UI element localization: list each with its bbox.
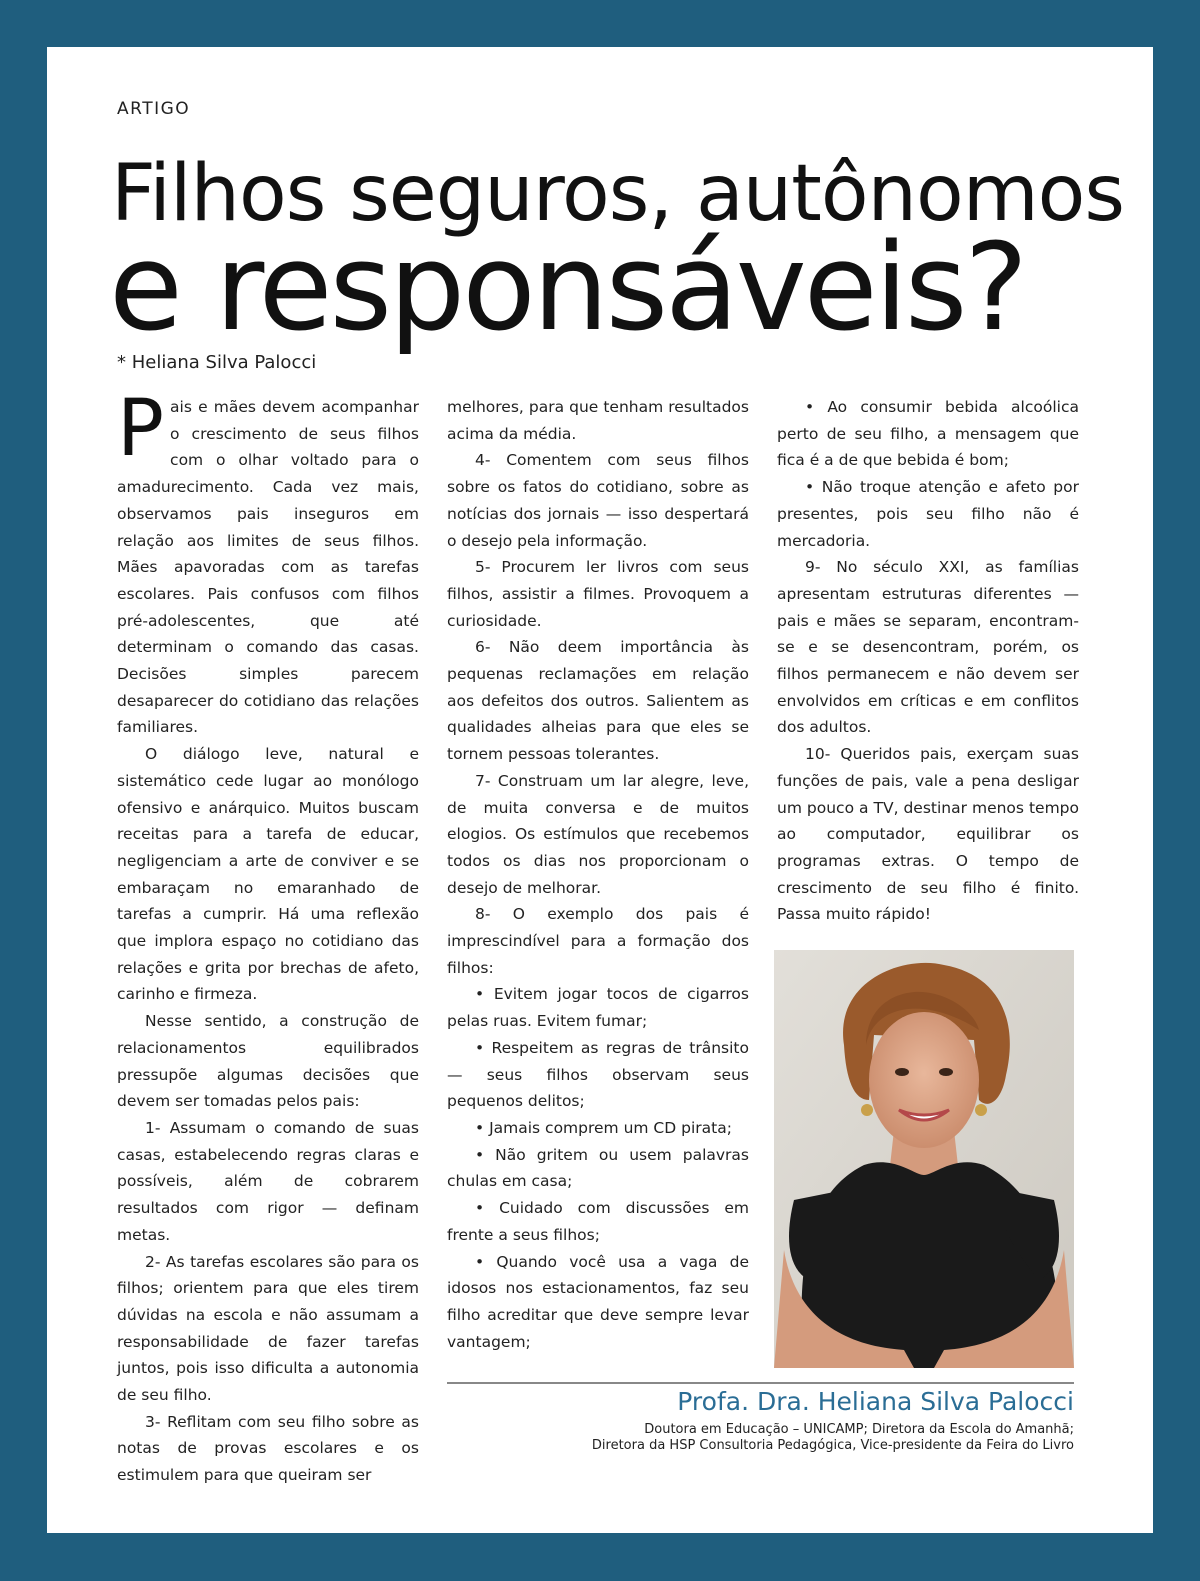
bullet-item: • Jamais comprem um CD pirata; (475, 1118, 732, 1137)
article-column-1 (117, 384, 419, 1489)
author-name: Profa. Dra. Heliana Silva Palocci (677, 1387, 1074, 1416)
bullet-item: • Cuidado com discussões em frente a seus filhos; (447, 1199, 749, 1244)
article-column-3 (777, 394, 1079, 928)
paragraph: 5- Procurem ler livros com seus filhos, assistir a filmes. Provoquem a curiosidade. (447, 558, 749, 630)
paragraph (117, 384, 419, 741)
paragraph: 10- Queridos pais, exerçam suas funções de pais, vale a pena desligar um pouco a TV, destinar menos tempo ao computador, equilibrar os programas extras. O tempo de crescimento de seu filho é finito. Passa muito rápido! (777, 745, 1079, 924)
bullet-item: • Evitem jogar tocos de cigarros pelas ruas. Evitem fumar; (447, 985, 749, 1031)
paragraph: 4- Comentem com seus filhos sobre os fatos do cotidiano, sobre as notícias dos jornais — isso despertará o desejo pela informação. (447, 451, 749, 550)
paragraph: 2- As tarefas escolares são para os filhos; orientem para que eles tirem dúvidas na escola e não assumam a responsabilidade de fazer tarefas juntos, pois isso dificulta a autonomia de seu filho. (117, 1252, 419, 1405)
drop-cap: P (117, 384, 165, 474)
bullet-item: • Não troque atenção e afeto por presentes, pois seu filho não é mercadoria. (777, 478, 1079, 550)
bullet-item: • Respeitem as regras de trânsito — seus filhos observam seus pequenos delitos; (447, 1038, 749, 1111)
paragraph: 1- Assumam o comando de suas casas, estabelecendo regras claras e possíveis, além de cobrarem resultados com rigor — definam metas. (117, 1118, 419, 1244)
author-credentials-line-2: Diretora da HSP Consultoria Pedagógica, Vice-presidente da Feira do Livro (591, 1438, 1074, 1453)
paragraph: Nesse sentido, a construção de relacionamentos equilibrados pressupõe algumas decisões que devem ser tomadas pelos pais: (117, 1012, 419, 1111)
bullet-item: • Quando você usa a vaga de idosos nos estacionamentos, faz seu filho acreditar que deve sempre levar vantagem; (447, 1252, 749, 1351)
author-photo (774, 950, 1074, 1368)
title-line-1: Filhos seguros, autônomos (111, 149, 1125, 239)
paragraph: O diálogo leve, natural e sistemático cede lugar ao monólogo ofensivo e anárquico. Muitos buscam receitas para a tarefa de educar, negligenciam a arte de conviver e se embaraçam no emaranhado de tarefas a cumprir. Há uma reflexão que implora espaço no cotidiano das relações e grita por brechas de afeto, carinho e firmeza. (117, 745, 419, 1004)
author-credentials-line-1: Doutora em Educação – UNICAMP; Diretora da Escola do Amanhã; (644, 1422, 1074, 1437)
bullet-item: • Ao consumir bebida alcoólica perto de seu filho, a mensagem que fica é a de que bebida é bom; (777, 398, 1079, 470)
paragraph: 3- Reflitam com seu filho sobre as notas de provas escolares e os estimulem para que queiram ser (117, 1412, 419, 1485)
article-column-2 (447, 394, 749, 1355)
paragraph: melhores, para que tenham resultados acima da média. (447, 398, 749, 443)
paragraph: 7- Construam um lar alegre, leve, de muita conversa e de muitos elogios. Os estímulos que recebemos todos os dias nos proporcionam o desejo de melhorar. (447, 771, 749, 897)
paragraph: 6- Não deem importância às pequenas reclamações em relação aos defeitos dos outros. Salientem as qualidades alheias para que eles se tornem pessoas tolerantes. (447, 638, 749, 764)
title-line-2: e responsáveis? (109, 219, 1026, 358)
paragraph: 8- O exemplo dos pais é imprescindível para a formação dos filhos: (447, 905, 749, 977)
byline: * Heliana Silva Palocci (117, 352, 317, 373)
bullet-item: • Não gritem ou usem palavras chulas em casa; (447, 1145, 749, 1191)
paragraph: 9- No século XXI, as famílias apresentam estruturas diferentes — pais e mães se separam, encontram-se e se desencontram, porém, os filhos permanecem e não devem ser envolvidos em críticas e em conflitos dos adultos. (777, 558, 1079, 737)
section-label: ARTIGO (117, 99, 191, 119)
paragraph-text: ais e mães devem acompanhar o crescimento de seus filhos com o olhar voltado para o amadurecimento. Cada vez mais, observamos pais inseguros em relação aos limites de seus filhos. Mães apavoradas com as tarefas escolares. Pais confusos com filhos pré-adolescentes, que até determinam o comando das casas. Decisões simples parecem desaparecer do cotidiano das relações familiares. (117, 398, 419, 737)
article-page (47, 47, 1153, 1533)
signature-divider (447, 1382, 1074, 1384)
